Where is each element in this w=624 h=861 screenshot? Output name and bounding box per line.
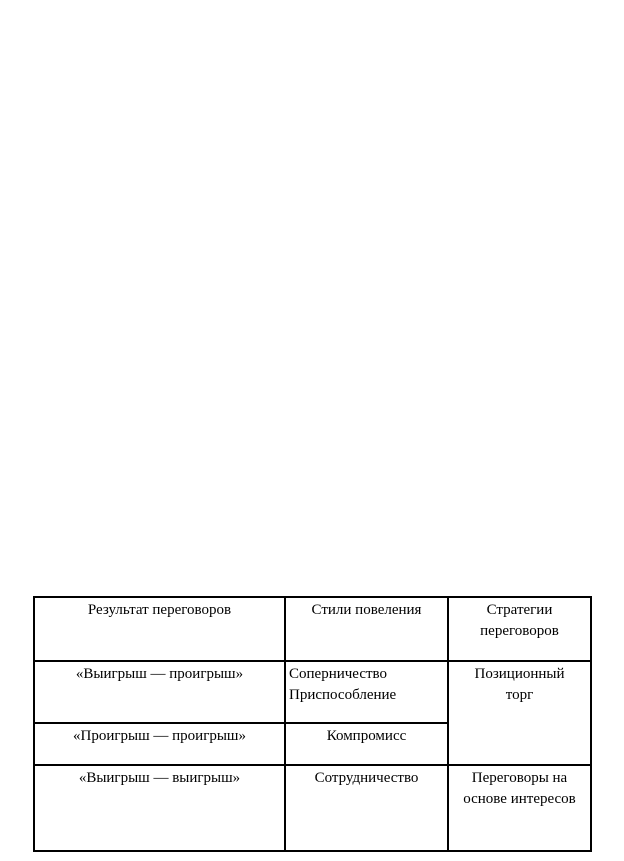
header-strategies-text: Стратегии переговоров <box>480 602 559 639</box>
cell-style-text: Компромисс <box>326 728 407 744</box>
table-row <box>34 765 591 851</box>
header-styles-text: Стили повеления <box>311 602 422 618</box>
cell-strategy <box>448 765 591 851</box>
cell-result <box>34 723 285 765</box>
header-strategies <box>448 597 591 661</box>
cell-styles <box>285 765 448 851</box>
cell-strategy-text: Позиционный торг <box>474 666 565 703</box>
table-header-row <box>34 597 591 661</box>
cell-result <box>34 661 285 723</box>
cell-result-text: «Проигрыш — проигрыш» <box>73 728 246 744</box>
cell-style-text: Сотрудничество <box>314 770 419 786</box>
cell-result <box>34 765 285 851</box>
cell-styles <box>285 661 448 723</box>
cell-strategy-text: Переговоры на основе интересов <box>463 770 576 807</box>
header-result <box>34 597 285 661</box>
negotiation-table <box>33 596 592 852</box>
header-result-text: Результат переговоров <box>87 602 232 618</box>
cell-style-text: Соперничество <box>289 666 388 682</box>
table-row <box>34 661 591 723</box>
cell-result-text: «Выигрыш — проигрыш» <box>75 666 244 682</box>
cell-result-text: «Выигрыш — выигрыш» <box>78 770 241 786</box>
header-styles <box>285 597 448 661</box>
cell-strategy <box>448 661 591 765</box>
cell-style-text: Приспособление <box>289 687 397 703</box>
cell-styles <box>285 723 448 765</box>
